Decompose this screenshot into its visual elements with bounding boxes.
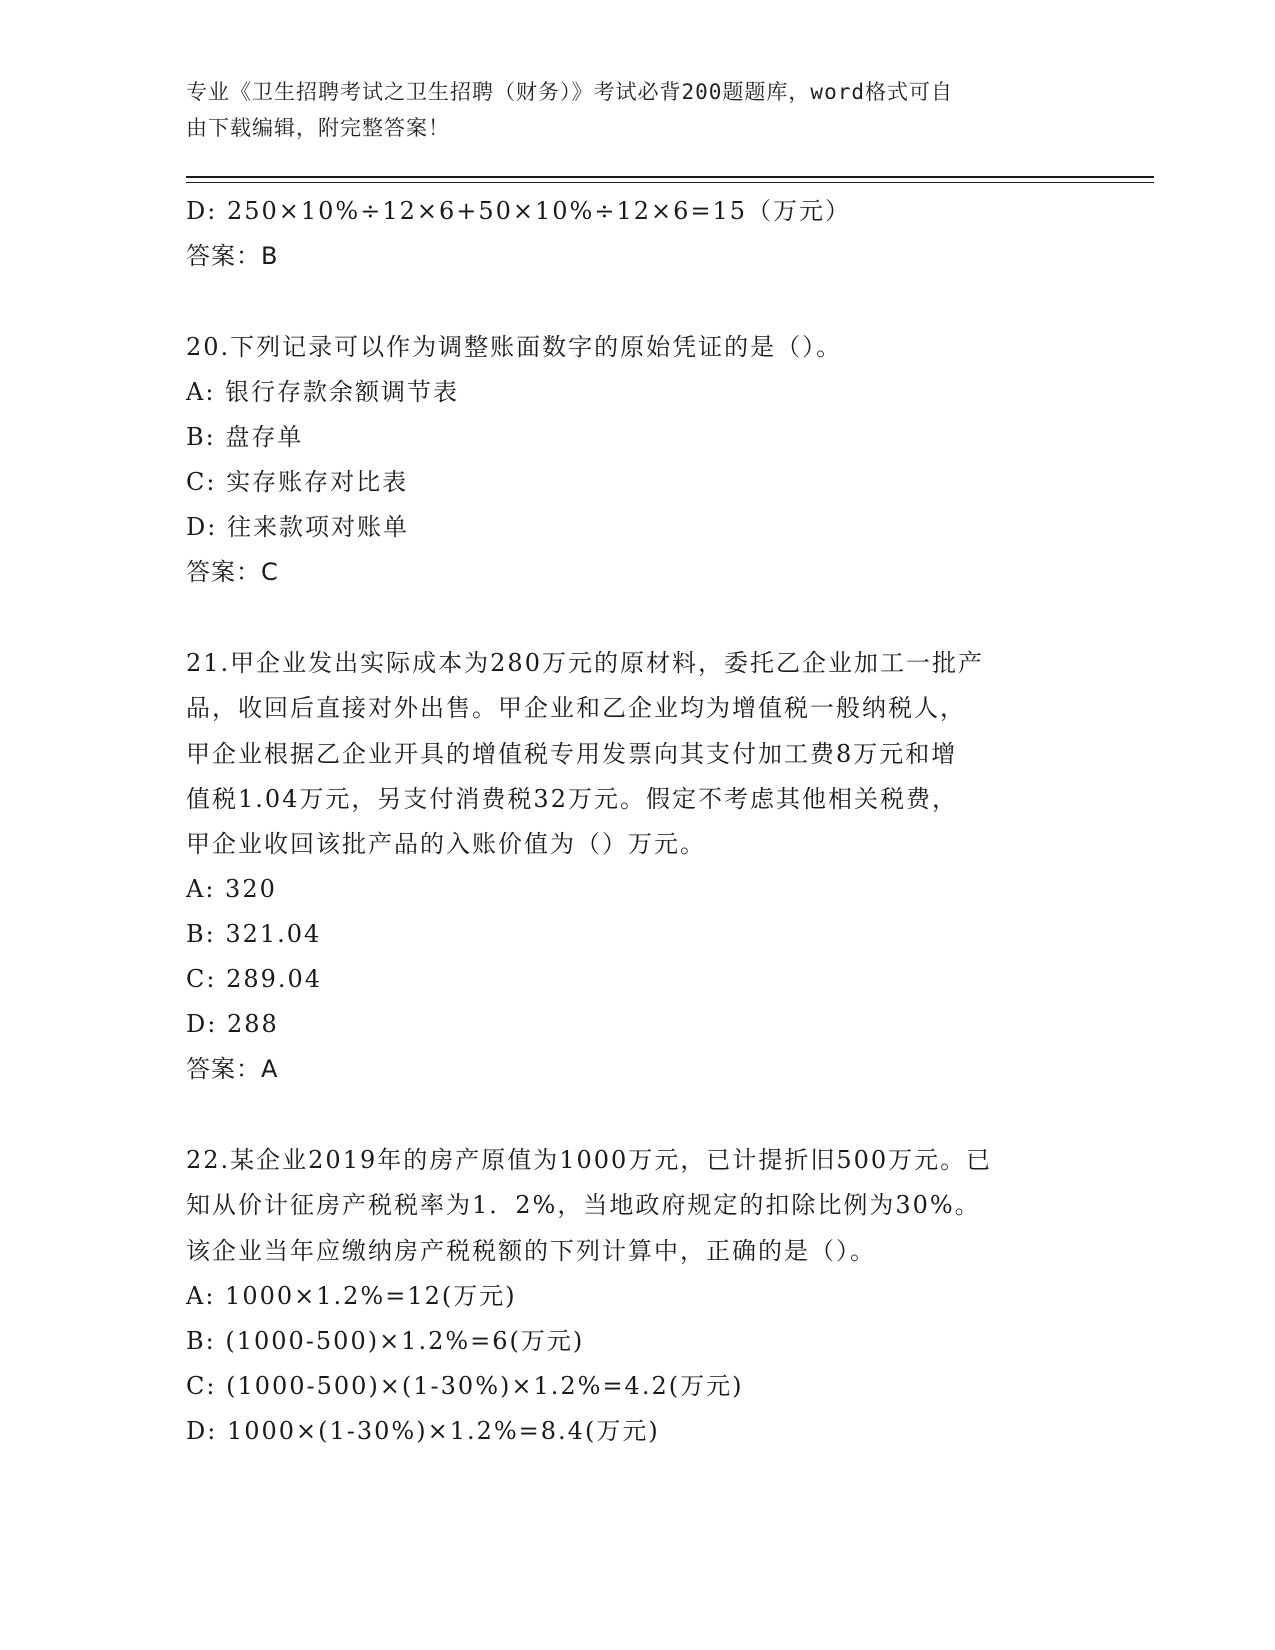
question-19-tail <box>186 189 1086 279</box>
option-c: C: 实存账存对比表 <box>186 468 409 497</box>
header-rule-thick <box>186 176 1154 178</box>
question-stem <box>186 641 1066 867</box>
stem-line: 20.下列记录可以作为调整账面数字的原始凭证的是（）。 <box>186 333 843 361</box>
header-rule-thin <box>186 182 1154 183</box>
option-a: A: 320 <box>186 875 277 904</box>
option-c: C: (1000-500)×(1-30%)×1.2%=4.2(万元) <box>186 1371 744 1400</box>
option-d: D: 往来款项对账单 <box>186 513 409 542</box>
question-stem <box>186 325 1066 370</box>
answer-line: 答案：B <box>186 242 279 270</box>
header-line-2: 由下载编辑，附完整答案！ <box>186 116 450 140</box>
answer-line: 答案：C <box>186 558 279 587</box>
option-a: A: 银行存款余额调节表 <box>186 378 460 407</box>
answer-line: 答案：A <box>186 1055 279 1084</box>
stem-line: 甲企业收回该批产品的入账价值为（）万元。 <box>186 830 706 859</box>
stem-line: 21.甲企业发出实际成本为280万元的原材料，委托乙企业加工一批产 <box>186 649 984 678</box>
stem-line: 该企业当年应缴纳房产税税额的下列计算中，正确的是（）。 <box>186 1236 876 1265</box>
question-stem <box>186 1138 1066 1274</box>
option-d: D: 1000×(1-30%)×1.2%=8.4(万元) <box>186 1416 660 1445</box>
option-b: B: 321.04 <box>186 920 322 949</box>
page-header <box>186 74 1066 146</box>
question-21 <box>186 641 1086 1092</box>
stem-line: 甲企业根据乙企业开具的增值税专用发票向其支付加工费8万元和增 <box>186 739 958 768</box>
stem-line: 知从价计征房产税税率为1．2%，当地政府规定的扣除比例为30%。 <box>186 1191 981 1220</box>
option-b: B: 盘存单 <box>186 423 304 452</box>
option-c: C: 289.04 <box>186 965 323 994</box>
stem-line: 品，收回后直接对外出售。甲企业和乙企业均为增值税一般纳税人， <box>186 694 966 723</box>
stem-line: 22.某企业2019年的房产原值为1000万元，已计提折旧500万元。已 <box>186 1146 993 1175</box>
document-body <box>186 189 1086 1454</box>
option-d: D: 288 <box>186 1010 279 1039</box>
question-22 <box>186 1138 1086 1454</box>
question-20 <box>186 325 1086 595</box>
option-a: A: 1000×1.2%=12(万元) <box>186 1281 517 1310</box>
option-d: D: 250×10%÷12×6+50×10%÷12×6=15（万元） <box>186 197 852 225</box>
option-b: B: (1000-500)×1.2%=6(万元) <box>186 1326 585 1355</box>
stem-line: 值税1.04万元，另支付消费税32万元。假定不考虑其他相关税费， <box>186 784 958 813</box>
header-line-1: 专业《卫生招聘考试之卫生招聘（财务）》考试必背200题题库，word格式可自 <box>186 80 953 104</box>
